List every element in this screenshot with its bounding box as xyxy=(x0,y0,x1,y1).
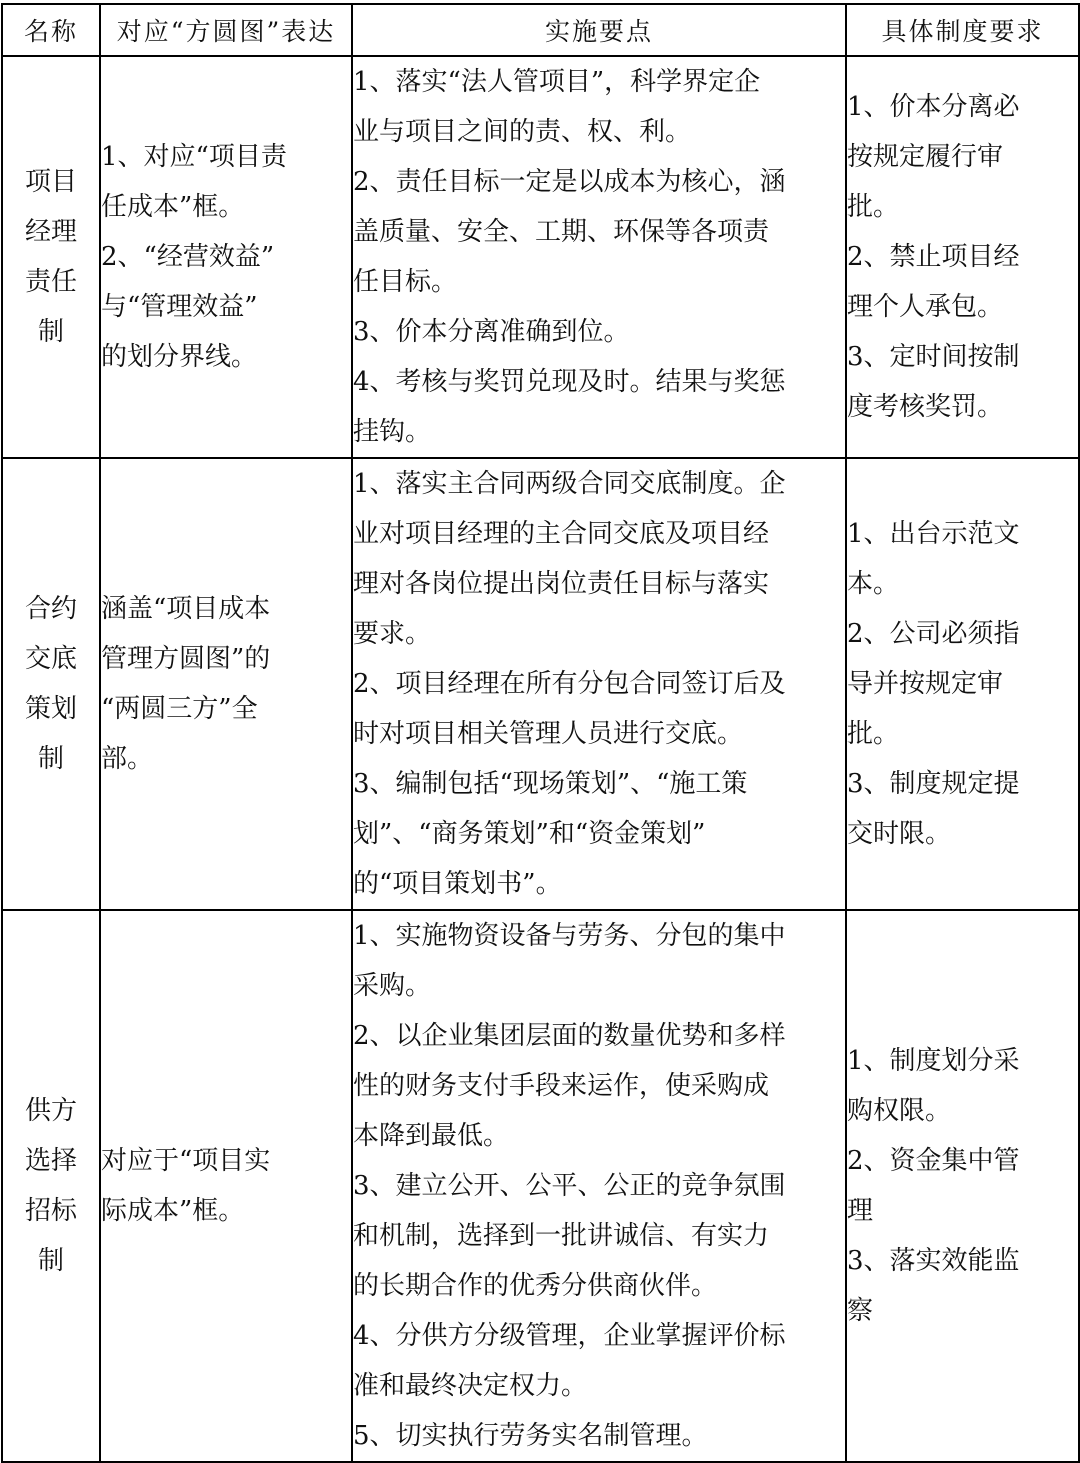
fangyuan-line: 的划分界线。 xyxy=(101,342,258,372)
points-line: 时对项目相关管理人员进行交底。 xyxy=(353,719,744,749)
cell-requirements xyxy=(846,56,1079,458)
requirements-line: 2、禁止项目经 xyxy=(847,242,1020,272)
requirements-line: 按规定履行审 xyxy=(847,142,1004,172)
requirements-line: 导并按规定审 xyxy=(847,669,1004,699)
requirements-line: 1、出台示范文 xyxy=(847,519,1020,549)
cell-points xyxy=(352,458,846,910)
header-requirements: 具体制度要求 xyxy=(846,4,1079,56)
table-row xyxy=(2,910,1079,1462)
name-line: 经理 xyxy=(24,217,77,247)
requirements-line: 2、资金集中管 xyxy=(847,1146,1020,1176)
name-line: 招标 xyxy=(24,1196,77,1226)
requirements-line: 理个人承包。 xyxy=(847,292,1004,322)
points-line: 任目标。 xyxy=(353,267,458,297)
name-line: 制 xyxy=(37,1246,64,1276)
fangyuan-line: 对应于“项目实 xyxy=(101,1146,271,1176)
points-line: 业与项目之间的责、权、利。 xyxy=(353,117,692,147)
requirements-line: 2、公司必须指 xyxy=(847,619,1020,649)
name-line: 策划 xyxy=(24,694,77,724)
points-line: 和机制，选择到一批讲诚信、有实力 xyxy=(353,1221,770,1251)
header-fangyuan: 对应“方圆图”表达 xyxy=(100,4,352,56)
points-line: 本降到最低。 xyxy=(353,1121,510,1151)
requirements-line: 察 xyxy=(847,1296,874,1326)
table-header-row xyxy=(2,4,1079,56)
fangyuan-line: 际成本”框。 xyxy=(101,1196,245,1226)
table-row xyxy=(2,458,1079,910)
cell-name xyxy=(2,458,100,910)
points-line: 要求。 xyxy=(353,619,432,649)
fangyuan-line: 部。 xyxy=(101,744,154,774)
points-line: 3、建立公开、公平、公正的竞争氛围 xyxy=(353,1171,786,1201)
cell-name xyxy=(2,910,100,1462)
cell-points xyxy=(352,910,846,1462)
points-line: 1、落实主合同两级合同交底制度。企 xyxy=(353,469,786,499)
points-line: 挂钩。 xyxy=(353,417,432,447)
fangyuan-line: 与“管理效益” xyxy=(101,292,258,322)
name-line: 项目 xyxy=(24,167,77,197)
points-line: 的长期合作的优秀分供商伙伴。 xyxy=(353,1271,718,1301)
points-line: 2、以企业集团层面的数量优势和多样 xyxy=(353,1021,786,1051)
fangyuan-line: 2、“经营效益” xyxy=(101,242,275,272)
points-line: 的“项目策划书”。 xyxy=(353,869,562,899)
points-line: 采购。 xyxy=(353,971,432,1001)
points-line: 1、落实“法人管项目”，科学界定企 xyxy=(353,67,761,97)
requirements-line: 1、制度划分采 xyxy=(847,1046,1020,1076)
cell-fangyuan xyxy=(100,458,352,910)
requirements-line: 3、制度规定提 xyxy=(847,769,1020,799)
name-line: 制 xyxy=(37,317,64,347)
fangyuan-line: “两圆三方”全 xyxy=(101,694,258,724)
cell-requirements xyxy=(846,458,1079,910)
points-line: 5、切实执行劳务实名制管理。 xyxy=(353,1421,708,1451)
requirements-line: 3、定时间按制 xyxy=(847,342,1020,372)
cell-name xyxy=(2,56,100,458)
requirements-line: 本。 xyxy=(847,569,900,599)
cell-fangyuan xyxy=(100,56,352,458)
points-line: 盖质量、安全、工期、环保等各项责 xyxy=(353,217,770,247)
points-line: 性的财务支付手段来运作，使采购成 xyxy=(353,1071,770,1101)
requirements-line: 批。 xyxy=(847,719,900,749)
requirements-line: 理 xyxy=(847,1196,874,1226)
points-line: 业对项目经理的主合同交底及项目经 xyxy=(353,519,770,549)
points-line: 准和最终决定权力。 xyxy=(353,1371,588,1401)
cell-points xyxy=(352,56,846,458)
requirements-line: 度考核奖罚。 xyxy=(847,392,1004,422)
points-line: 3、价本分离准确到位。 xyxy=(353,317,630,347)
points-line: 4、考核与奖罚兑现及时。结果与奖惩 xyxy=(353,367,786,397)
table-row xyxy=(2,56,1079,458)
fangyuan-line: 涵盖“项目成本 xyxy=(101,594,271,624)
name-line: 供方 xyxy=(24,1096,77,1126)
name-line: 交底 xyxy=(24,644,77,674)
fangyuan-line: 管理方圆图”的 xyxy=(101,644,271,674)
name-line: 责任 xyxy=(24,267,77,297)
policy-table xyxy=(1,3,1080,1463)
fangyuan-line: 任成本”框。 xyxy=(101,192,245,222)
requirements-line: 交时限。 xyxy=(847,819,952,849)
fangyuan-line: 1、对应“项目责 xyxy=(101,142,287,172)
requirements-line: 批。 xyxy=(847,192,900,222)
name-line: 制 xyxy=(37,744,64,774)
name-line: 合约 xyxy=(24,594,77,624)
points-line: 3、编制包括“现场策划”、“施工策 xyxy=(353,769,748,799)
name-line: 选择 xyxy=(24,1146,77,1176)
points-line: 2、责任目标一定是以成本为核心，涵 xyxy=(353,167,786,197)
points-line: 理对各岗位提出岗位责任目标与落实 xyxy=(353,569,770,599)
requirements-line: 1、价本分离必 xyxy=(847,92,1020,122)
cell-fangyuan xyxy=(100,910,352,1462)
requirements-line: 购权限。 xyxy=(847,1096,952,1126)
cell-requirements xyxy=(846,910,1079,1462)
header-name: 名称 xyxy=(2,4,100,56)
points-line: 2、项目经理在所有分包合同签订后及 xyxy=(353,669,786,699)
points-line: 1、实施物资设备与劳务、分包的集中 xyxy=(353,921,786,951)
points-line: 4、分供方分级管理，企业掌握评价标 xyxy=(353,1321,786,1351)
requirements-line: 3、落实效能监 xyxy=(847,1246,1020,1276)
header-points: 实施要点 xyxy=(352,4,846,56)
points-line: 划”、“商务策划”和“资金策划” xyxy=(353,819,706,849)
